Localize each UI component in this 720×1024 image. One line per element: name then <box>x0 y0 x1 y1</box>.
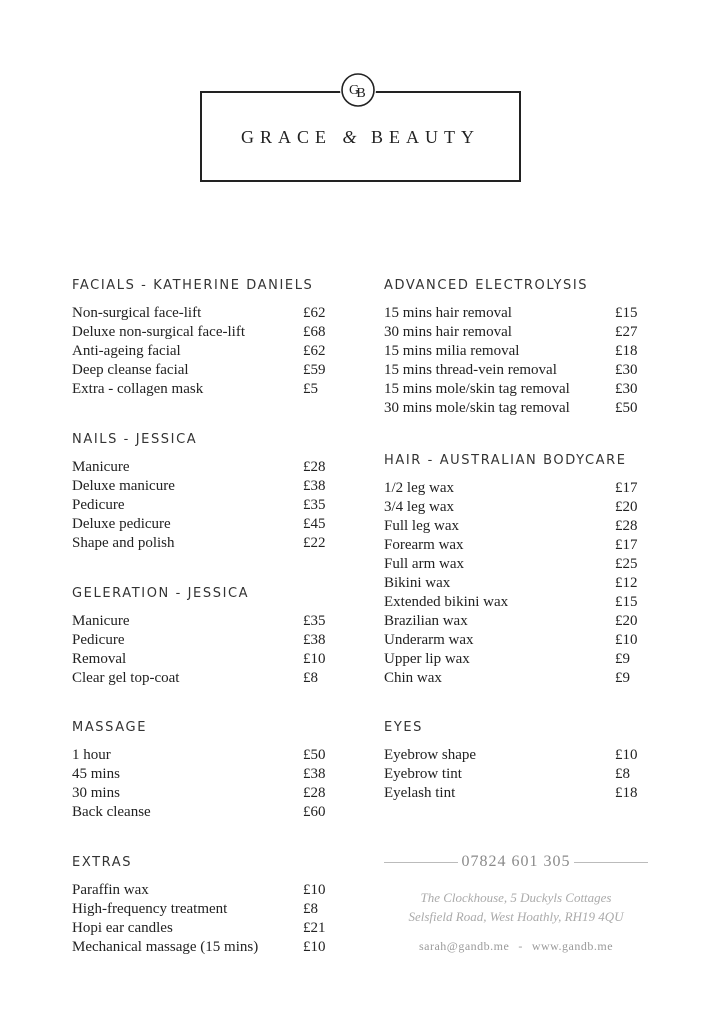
price-row <box>72 612 332 631</box>
treatment-name: Eyelash tint <box>384 785 456 801</box>
price-row <box>72 669 332 688</box>
section-title: NAILS - JESSICA <box>72 432 198 447</box>
treatment-name: High-frequency treatment <box>72 901 228 917</box>
treatment-price: £10 <box>303 939 326 955</box>
treatment-name: Manicure <box>72 613 130 629</box>
address-line-1: The Clockhouse, 5 Duckyls Cottages <box>420 890 612 905</box>
svg-text:B: B <box>356 86 366 101</box>
treatment-price: £18 <box>615 343 638 359</box>
price-section <box>384 451 644 688</box>
web-contacts <box>384 939 648 954</box>
treatment-name: Full arm wax <box>384 556 464 572</box>
treatment-price: £28 <box>303 785 326 801</box>
treatment-name: Pedicure <box>72 497 125 513</box>
price-row <box>72 515 332 534</box>
treatment-price: £18 <box>615 785 638 801</box>
price-row <box>384 669 644 688</box>
price-row <box>72 496 332 515</box>
email-link[interactable]: sarah@gandb.me <box>418 939 510 953</box>
treatment-name: Shape and polish <box>72 535 175 551</box>
price-row <box>72 380 332 399</box>
treatment-name: Deluxe manicure <box>72 478 175 494</box>
price-list <box>72 458 332 553</box>
section-title: EYES <box>384 720 424 735</box>
treatment-price: £35 <box>303 613 326 629</box>
treatment-price: £5 <box>303 381 318 397</box>
treatment-name: Clear gel top-coat <box>72 670 180 686</box>
treatment-name: Non-surgical face-lift <box>72 305 202 321</box>
treatment-price: £15 <box>615 594 638 610</box>
treatment-price: £62 <box>303 343 326 359</box>
treatment-price: £50 <box>303 747 326 763</box>
treatment-name: Removal <box>72 651 127 667</box>
treatment-price: £9 <box>615 651 630 667</box>
treatment-name: Deep cleanse facial <box>72 362 189 378</box>
section-title: HAIR - AUSTRALIAN BODYCARE <box>384 453 627 468</box>
treatment-price: £68 <box>303 324 326 340</box>
price-row <box>384 746 644 765</box>
treatment-price: £15 <box>615 305 638 321</box>
price-row <box>384 536 644 555</box>
address-line-2: Selsfield Road, West Hoathly, RH19 4QU <box>408 909 624 924</box>
contact-separator: - <box>518 939 523 953</box>
treatment-name: Forearm wax <box>384 537 464 553</box>
treatment-price: £8 <box>303 670 318 686</box>
price-row <box>72 650 332 669</box>
treatment-name: Extended bikini wax <box>384 594 509 610</box>
treatment-price: £8 <box>303 901 318 917</box>
price-row <box>384 574 644 593</box>
price-row <box>72 323 332 342</box>
price-row <box>72 765 332 784</box>
treatment-name: 15 mins milia removal <box>384 343 520 359</box>
treatment-price: £30 <box>615 362 638 378</box>
treatment-name: Back cleanse <box>72 804 151 820</box>
price-row <box>72 631 332 650</box>
treatment-name: 1/2 leg wax <box>384 480 454 496</box>
treatment-name: 15 mins hair removal <box>384 305 512 321</box>
price-row <box>72 900 332 919</box>
price-section <box>72 718 332 822</box>
price-row <box>72 803 332 822</box>
price-row <box>72 342 332 361</box>
price-row <box>384 342 644 361</box>
price-section <box>384 718 644 803</box>
treatment-name: Bikini wax <box>384 575 451 591</box>
price-section <box>72 584 332 688</box>
treatment-name: Upper lip wax <box>384 651 470 667</box>
treatment-name: Full leg wax <box>384 518 459 534</box>
treatment-name: Extra - collagen mask <box>72 381 204 397</box>
price-row <box>72 477 332 496</box>
treatment-name: 3/4 leg wax <box>384 499 454 515</box>
treatment-price: £59 <box>303 362 326 378</box>
section-title: GELERATION - JESSICA <box>72 586 250 601</box>
treatment-price: £30 <box>615 381 638 397</box>
brand-name <box>200 127 521 148</box>
section-title: MASSAGE <box>72 720 148 735</box>
price-section <box>72 276 332 399</box>
price-list <box>384 304 644 418</box>
treatment-price: £17 <box>615 480 638 496</box>
treatment-name: Anti-ageing facial <box>72 343 181 359</box>
price-row <box>72 746 332 765</box>
treatment-price: £38 <box>303 478 326 494</box>
price-row <box>384 380 644 399</box>
price-list <box>384 746 644 803</box>
treatment-name: 45 mins <box>72 766 120 782</box>
price-row <box>384 399 644 418</box>
price-row <box>384 323 644 342</box>
treatment-name: 30 mins <box>72 785 120 801</box>
price-row <box>72 938 332 957</box>
treatment-price: £10 <box>303 882 326 898</box>
treatment-price: £38 <box>303 766 326 782</box>
price-row <box>384 304 644 323</box>
treatment-price: £62 <box>303 305 326 321</box>
treatment-price: £10 <box>615 632 638 648</box>
treatment-price: £12 <box>615 575 638 591</box>
treatment-name: Deluxe non-surgical face-lift <box>72 324 245 340</box>
treatment-name: Hopi ear candles <box>72 920 173 936</box>
treatment-price: £50 <box>615 400 638 416</box>
treatment-price: £45 <box>303 516 326 532</box>
price-row <box>384 498 644 517</box>
treatment-name: 30 mins mole/skin tag removal <box>384 400 570 416</box>
treatment-name: 15 mins thread-vein removal <box>384 362 557 378</box>
treatment-name: 30 mins hair removal <box>384 324 512 340</box>
price-section <box>72 853 332 957</box>
price-row <box>384 479 644 498</box>
treatment-price: £17 <box>615 537 638 553</box>
treatment-name: Deluxe pedicure <box>72 516 171 532</box>
price-row <box>72 304 332 323</box>
treatment-price: £28 <box>615 518 638 534</box>
treatment-price: £27 <box>615 324 638 340</box>
price-row <box>384 784 644 803</box>
price-row <box>384 555 644 574</box>
treatment-name: Eyebrow tint <box>384 766 462 782</box>
treatment-price: £21 <box>303 920 326 936</box>
price-row <box>384 631 644 650</box>
treatment-price: £8 <box>615 766 630 782</box>
price-list <box>384 479 644 688</box>
treatment-name: 15 mins mole/skin tag removal <box>384 381 570 397</box>
treatment-name: Paraffin wax <box>72 882 149 898</box>
svg-text:G: G <box>348 83 360 98</box>
price-row <box>384 593 644 612</box>
treatment-name: Manicure <box>72 459 130 475</box>
price-list <box>72 304 332 399</box>
treatment-price: £28 <box>303 459 326 475</box>
gb-monogram-icon <box>340 72 376 108</box>
section-title: EXTRAS <box>72 855 133 870</box>
brand-name-right: BEAUTY <box>371 127 481 147</box>
price-row <box>72 534 332 553</box>
treatment-price: £10 <box>615 747 638 763</box>
price-row <box>72 881 332 900</box>
price-list <box>72 746 332 822</box>
price-row <box>384 650 644 669</box>
price-row <box>72 458 332 477</box>
treatment-name: Underarm wax <box>384 632 474 648</box>
website-link[interactable]: www.gandb.me <box>531 939 614 953</box>
treatment-price: £22 <box>303 535 326 551</box>
price-row <box>384 765 644 784</box>
treatment-name: Brazilian wax <box>384 613 468 629</box>
treatment-name: Chin wax <box>384 670 442 686</box>
treatment-price: £9 <box>615 670 630 686</box>
price-row <box>72 361 332 380</box>
price-row <box>72 784 332 803</box>
section-title: FACIALS - KATHERINE DANIELS <box>72 278 314 293</box>
treatment-name: 1 hour <box>72 747 111 763</box>
address <box>384 888 648 926</box>
treatment-name: Mechanical massage (15 mins) <box>72 939 259 955</box>
price-list <box>72 881 332 957</box>
phone-number[interactable]: 07824 601 305 <box>461 853 571 870</box>
treatment-name: Eyebrow shape <box>384 747 477 763</box>
price-list <box>72 612 332 688</box>
price-section <box>384 276 644 418</box>
price-row <box>384 361 644 380</box>
treatment-price: £35 <box>303 497 326 513</box>
treatment-name: Pedicure <box>72 632 125 648</box>
treatment-price: £25 <box>615 556 638 572</box>
price-row <box>72 919 332 938</box>
treatment-price: £10 <box>303 651 326 667</box>
treatment-price: £60 <box>303 804 326 820</box>
price-row <box>384 517 644 536</box>
brand-ampersand: & <box>342 127 361 147</box>
price-section <box>72 430 332 553</box>
brand-name-left: GRACE <box>240 127 332 147</box>
price-row <box>384 612 644 631</box>
section-title: ADVANCED ELECTROLYSIS <box>384 278 589 293</box>
treatment-price: £38 <box>303 632 326 648</box>
treatment-price: £20 <box>615 613 638 629</box>
treatment-price: £20 <box>615 499 638 515</box>
